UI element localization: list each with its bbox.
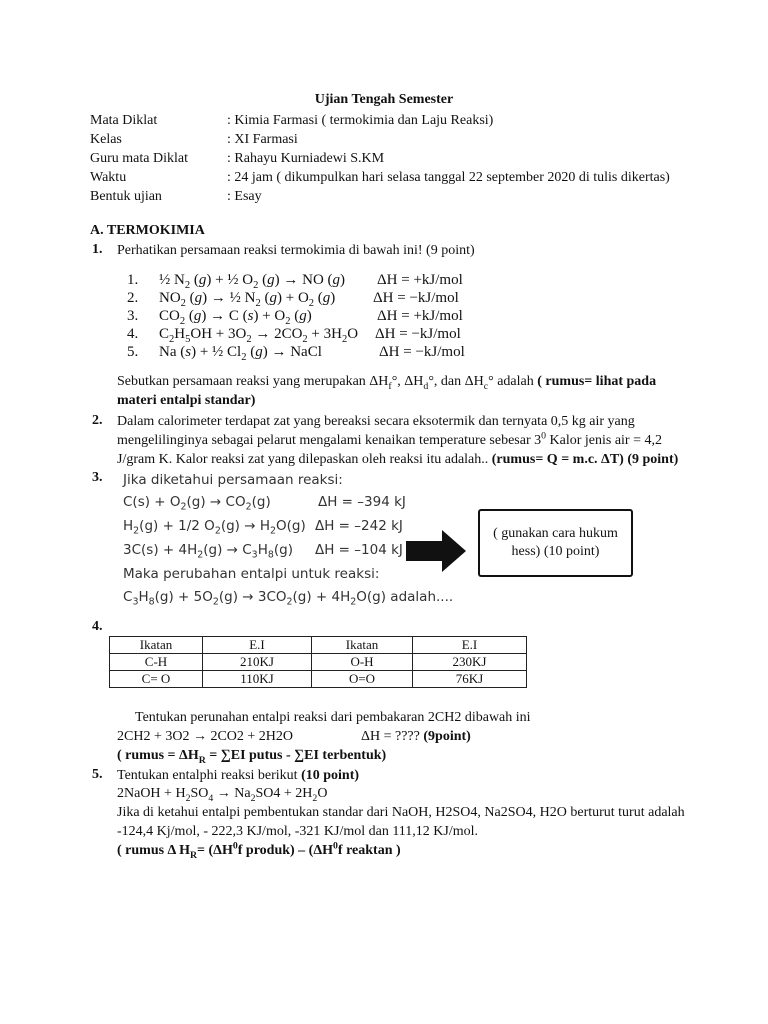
question-number: 1. xyxy=(92,242,103,257)
info-label: Kelas xyxy=(90,132,122,147)
thermochem-equations xyxy=(127,272,487,364)
hint-box xyxy=(478,509,633,577)
question-text: Jika di ketahui entalpi pembentukan standar dari NaOH, H2SO4, Na2SO4, H2O berturut turut adalah xyxy=(117,805,685,820)
table-header: Ikatan xyxy=(312,637,413,654)
question-number: 5. xyxy=(92,767,103,782)
hess-equations xyxy=(123,472,454,608)
hess-equation-1: $C(s) + O_2(g) \to CO_2(g)$ ΔH = –394 kJ xyxy=(123,494,406,513)
question-reaction: 2CH2 + 3O2 → 2CO2 + 2H2O ΔH = ???? (9point) xyxy=(117,729,471,744)
table-cell: 230KJ xyxy=(413,654,527,671)
formula-hint: ( rumus = $\Delta H_R = \sum EI$ putus - ∑EI terbentuk) xyxy=(117,748,387,766)
info-label: Bentuk ujian xyxy=(90,189,162,204)
table-cell: 210KJ xyxy=(203,654,312,671)
table-cell: 76KJ xyxy=(413,671,527,688)
question-text: -124,4 Kj/mol, - 222,3 KJ/mol, -321 KJ/mol dan 111,12 KJ/mol. xyxy=(117,824,479,839)
info-label: Mata Diklat xyxy=(90,113,158,128)
table-cell: C= O xyxy=(110,671,203,688)
question-text: Dalam calorimeter terdapat zat yang bereaksi secara eksotermik dan ternyata 0,5 kg air yang xyxy=(117,414,635,429)
formula-hint: ( rumus Δ $H_R= (\Delta H^0f$ produk) – ($\Delta H^0f$ reaktan ) xyxy=(117,840,401,861)
equation-3: 3. $CO_2$ (g) → C $(s) + O_2$ (g) ΔH = +kJ/mol xyxy=(127,308,463,327)
table-header: Ikatan xyxy=(110,637,203,654)
table-row xyxy=(110,654,527,671)
table-header-row xyxy=(110,637,527,654)
hess-ask: Maka perubahan entalpi untuk reaksi: xyxy=(123,566,380,582)
equation-4: 4. $C_2H_5OH + 3O_2 \to 2CO_2 + 3H_2O$ ΔH = −kJ/mol xyxy=(127,326,461,345)
question-text: Tentukan entalphi reaksi berikut (10 point) xyxy=(117,768,360,783)
question-number: 3. xyxy=(92,470,103,485)
equation-1: 1. ½ $N_2$ (g) + ½ $O_2$ (g) → NO (g) ΔH = +kJ/mol xyxy=(127,272,463,291)
table-cell: O=O xyxy=(312,671,413,688)
hint-line: ( gunakan cara hukum xyxy=(493,526,618,541)
bond-energy-table xyxy=(109,636,527,688)
info-value: : Kimia Farmasi ( termokimia dan Laju Reaksi) xyxy=(227,113,494,128)
question-number: 2. xyxy=(92,413,103,428)
question-text: Sebutkan persamaan reaksi yang merupakan $\Delta H_f^\circ$, $\Delta H_d^\circ$, dan $\Delta H_c^\circ$ adalah ( rumus= lihat pada xyxy=(117,374,657,392)
info-value: : Esay xyxy=(227,189,262,204)
hess-intro: Jika diketahui persamaan reaksi: xyxy=(123,472,343,488)
hess-equation-3: $3C(s) + 4H_2(g) \to C_3H_8(g)$ ΔH = –104 kJ xyxy=(123,542,403,561)
hess-target-reaction: $C_3H_8(g) + 5O_2(g) \to 3CO_2(g) + 4H_2O(g)$ adalah.... xyxy=(123,589,454,608)
info-value: : 24 jam ( dikumpulkan hari selasa tanggal 22 september 2020 di tulis dikertas) xyxy=(227,170,670,185)
question-text: J/gram K. Kalor reaksi zat yang dilepaskan oleh reaksi itu adalah.. (rumus= Q = m.c. ΔT) (9 point) xyxy=(117,452,679,467)
section-heading: A. TERMOKIMIA xyxy=(90,223,205,238)
hess-equation-2: $H_2(g) + 1/2$ $O_2(g) \to H_2O(g)$ ΔH = –242 kJ xyxy=(123,518,403,537)
question-prompt: Perhatikan persamaan reaksi termokimia di bawah ini! (9 point) xyxy=(117,243,475,258)
page-title: Ujian Tengah Semester xyxy=(314,92,454,107)
question-text: Tentukan perunahan entalpi reaksi dari pembakaran 2CH2 dibawah ini xyxy=(135,710,531,725)
equation-5: 5. Na (s) + ½ $Cl_2$ (g) → NaCl ΔH = −kJ/mol xyxy=(127,344,465,363)
table-row xyxy=(110,671,527,688)
table-cell: C-H xyxy=(110,654,203,671)
table-header: E.I xyxy=(413,637,527,654)
info-label: Waktu xyxy=(90,170,127,185)
info-value: : XI Farmasi xyxy=(227,132,298,147)
info-value: : Rahayu Kurniadewi S.KM xyxy=(227,151,385,166)
question-number: 4. xyxy=(92,619,103,634)
formula-hint: materi entalpi standar) xyxy=(117,393,256,408)
info-label: Guru mata Diklat xyxy=(90,151,188,166)
question-text: mengelilinginya sebagai pelarut mengalami kenaikan temperature sebesar $3^0$ Kalor jenis air = 4,2 xyxy=(117,430,662,448)
equation-2: 2. $NO_2$ (g) → ½ $N_2$ $(g) + O_2$ (g) ΔH = −kJ/mol xyxy=(127,290,459,309)
arrow-right-icon xyxy=(406,530,468,572)
table-header: E.I xyxy=(203,637,312,654)
hint-line: hess) (10 point) xyxy=(511,544,600,559)
question-reaction: 2NaOH + $H_2SO_4 \to Na_2SO4 + 2H_2O$ xyxy=(117,786,328,804)
table-cell: O-H xyxy=(312,654,413,671)
table-cell: 110KJ xyxy=(203,671,312,688)
